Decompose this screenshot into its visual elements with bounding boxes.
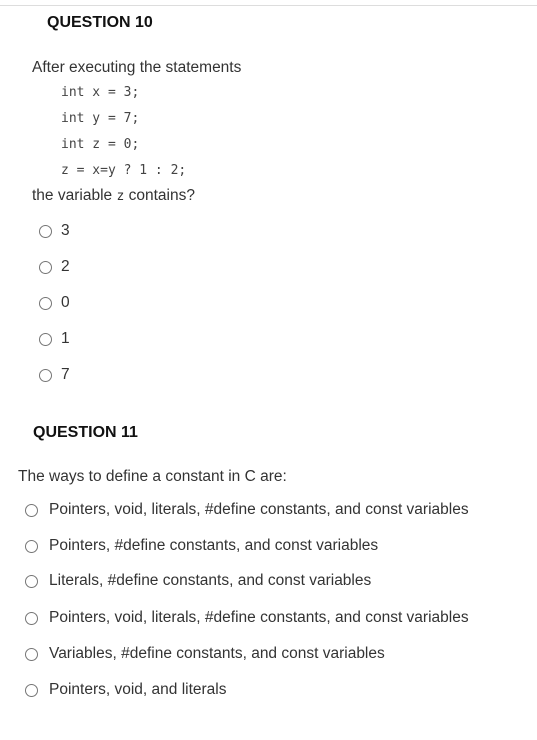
q10-option-2[interactable] [39,258,70,276]
question-10-stem: After executing the statements [32,59,242,76]
option-label: Pointers, void, literals, #define constants, and const variables [49,609,469,626]
option-label: 2 [61,258,70,275]
code-line-2: int y = 7; [61,111,140,126]
question-11-stem: The ways to define a constant in C are: [18,468,287,485]
radio-button[interactable] [39,333,52,346]
radio-button[interactable] [25,575,38,588]
question-10-title: QUESTION 10 [47,14,153,31]
radio-button[interactable] [39,369,52,382]
radio-button[interactable] [39,261,52,274]
q11-option-1[interactable] [25,501,469,519]
q10-option-0[interactable] [39,294,70,312]
q11-option-2[interactable] [25,537,378,555]
radio-button[interactable] [25,684,38,697]
q11-option-5[interactable] [25,645,385,663]
option-label: 7 [61,366,70,383]
q10-option-3[interactable] [39,222,70,240]
option-label: Pointers, void, and literals [49,681,227,698]
option-label: 3 [61,222,70,239]
radio-button[interactable] [25,648,38,661]
q11-option-6[interactable] [25,681,226,699]
radio-button[interactable] [25,504,38,517]
option-label: 1 [61,330,70,347]
question-11-title: QUESTION 11 [33,424,138,441]
code-line-3: int z = 0; [61,137,140,152]
q10-option-7[interactable] [39,366,70,384]
q11-option-4[interactable] [25,609,469,627]
radio-button[interactable] [25,612,38,625]
radio-button[interactable] [39,297,52,310]
stem-tail-post: contains? [124,187,195,204]
option-label: Variables, #define constants, and const variables [49,645,385,662]
option-label: Pointers, #define constants, and const variables [49,537,379,554]
q11-option-3[interactable] [25,572,371,590]
option-label: Literals, #define constants, and const variables [49,572,372,589]
q10-option-1[interactable] [39,330,70,348]
code-line-4: z = x=y ? 1 : 2; [61,163,187,178]
code-line-1: int x = 3; [61,85,140,100]
radio-button[interactable] [39,225,52,238]
stem-tail-pre: the variable [32,187,117,204]
top-divider [0,5,537,6]
stem-tail-var: z [116,189,125,204]
radio-button[interactable] [25,540,38,553]
option-label: 0 [61,294,70,311]
question-10-stem-tail [32,187,195,205]
option-label: Pointers, void, literals, #define constants, and const variables [49,501,469,518]
